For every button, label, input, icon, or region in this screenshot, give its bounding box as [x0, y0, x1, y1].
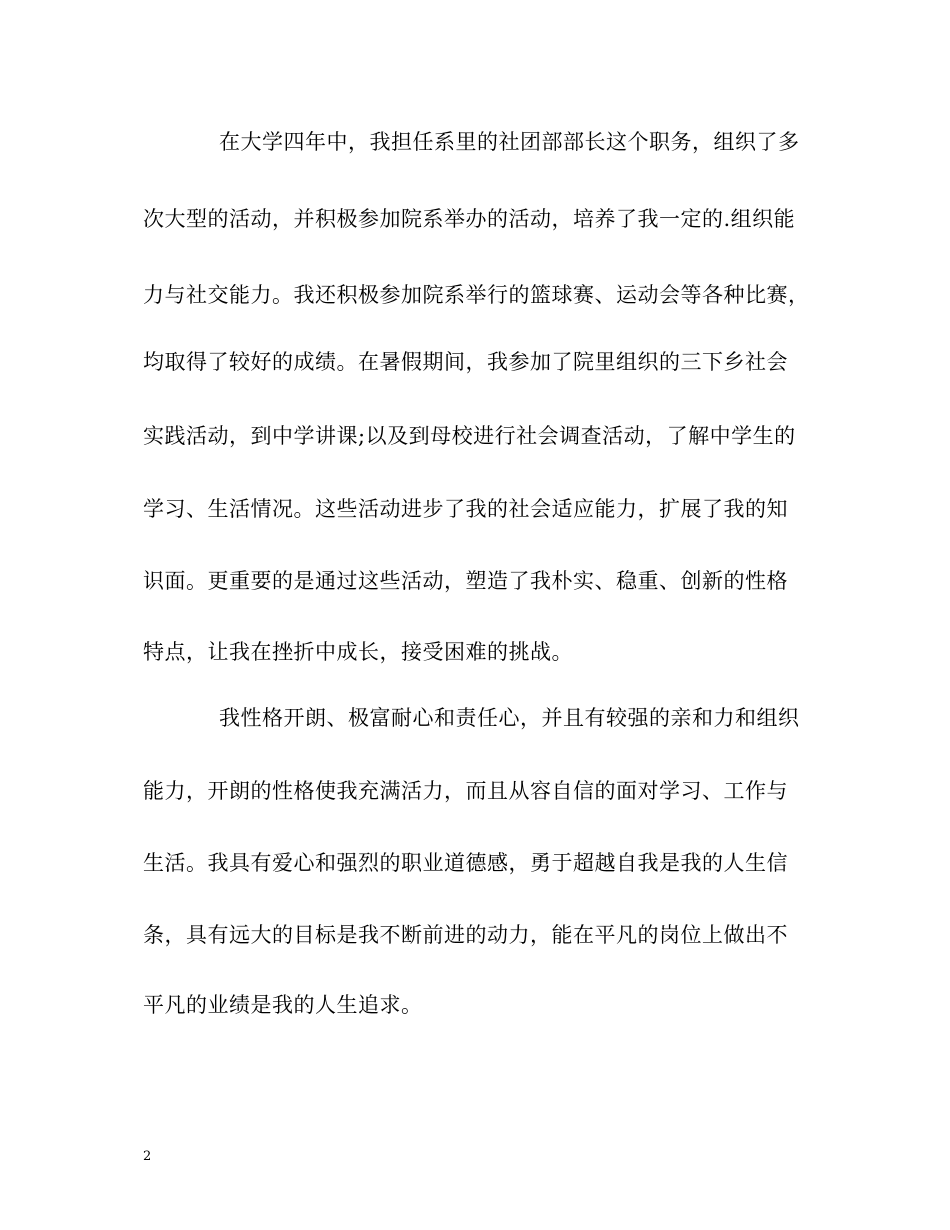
paragraph-1-line-5: 实践活动，到中学讲课;以及到母校进行社会调查活动，了解中学生的 — [143, 424, 796, 448]
page-number: 2 — [143, 1149, 152, 1164]
paragraph-2-line-5: 平凡的业绩是我的人生追求。 — [143, 993, 423, 1017]
paragraph-1-line-4: 均取得了较好的成绩。在暑假期间，我参加了院里组织的三下乡社会 — [143, 350, 788, 374]
paragraph-1-line-1: 在大学四年中，我担任系里的社团部部长这个职务，组织了多 — [219, 130, 800, 154]
paragraph-1-line-8: 特点，让我在挫折中成长，接受困难的挑战。 — [143, 640, 573, 664]
paragraph-1-line-7: 识面。更重要的是通过这些活动，塑造了我朴实、稳重、创新的性格 — [143, 569, 788, 593]
paragraph-1-line-3: 力与社交能力。我还积极参加院系举行的篮球赛、运动会等各种比赛， — [143, 283, 810, 307]
paragraph-1-line-6: 学习、生活情况。这些活动进步了我的社会适应能力，扩展了我的知 — [143, 497, 788, 521]
paragraph-2-line-4: 条，具有远大的目标是我不断前进的动力，能在平凡的岗位上做出不 — [143, 923, 788, 947]
paragraph-2-line-1: 我性格开朗、极富耐心和责任心，并且有较强的亲和力和组织 — [219, 706, 800, 730]
paragraph-2-line-3: 生活。我具有爱心和强烈的职业道德感，勇于超越自我是我的人生信 — [143, 851, 788, 875]
paragraph-1-line-2: 次大型的活动，并积极参加院系举办的活动，培养了我一定的.组织能 — [143, 207, 796, 231]
paragraph-2-line-2: 能力，开朗的性格使我充满活力，而且从容自信的面对学习、工作与 — [143, 779, 788, 803]
